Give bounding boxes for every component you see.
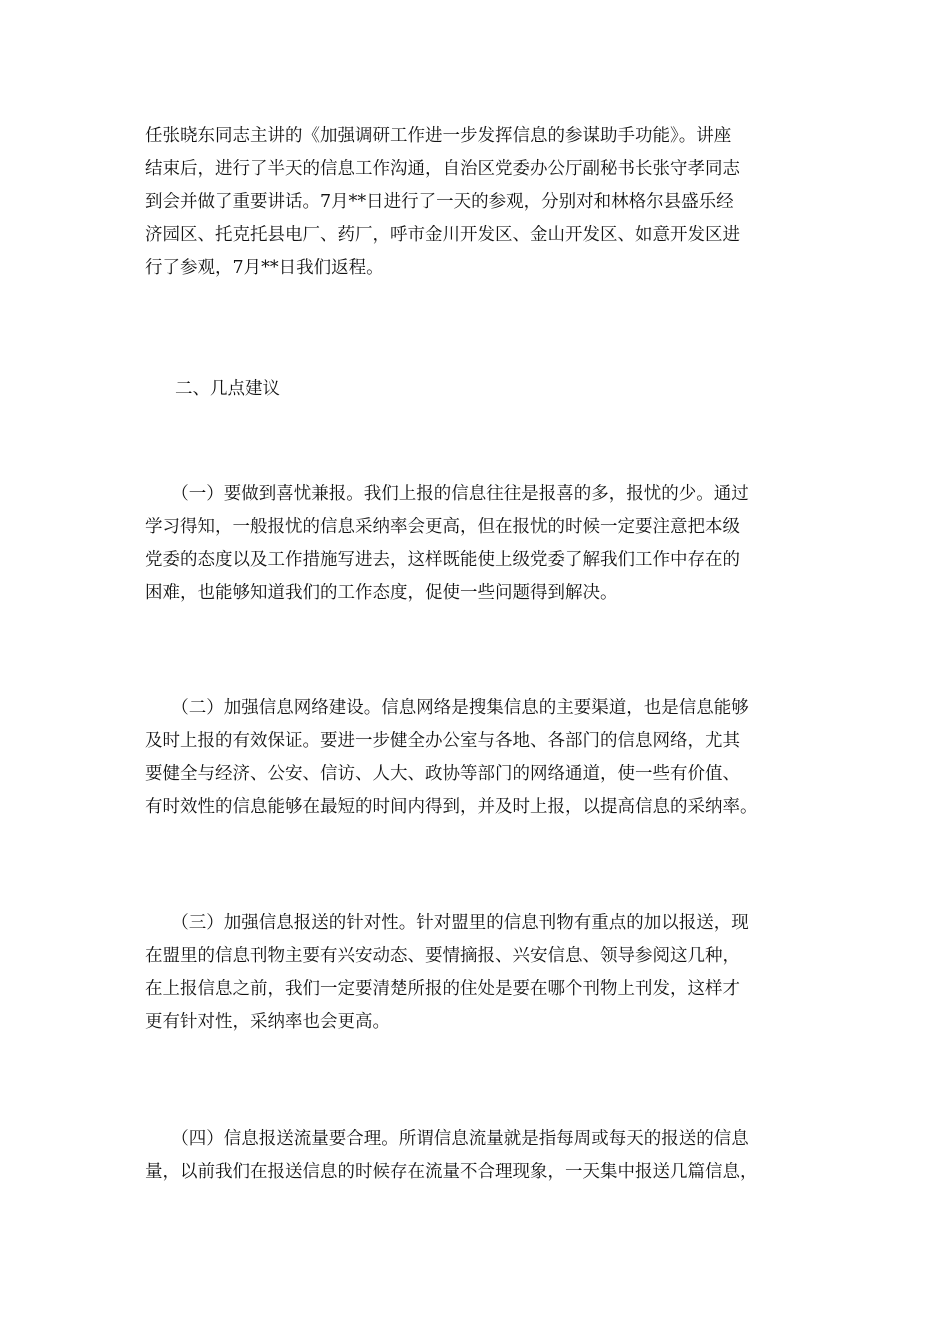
text-line: 结束后，进行了半天的信息工作沟通，自治区党委办公厅副秘书长张守孝同志 xyxy=(145,159,740,179)
text-line: 任张晓东同志主讲的《加强调研工作进一步发挥信息的参谋助手功能》。讲座 xyxy=(145,126,732,146)
text-line: 量，以前我们在报送信息的时候存在流量不合理现象，一天集中报送几篇信息， xyxy=(145,1162,758,1182)
text-line: （二）加强信息网络建设。信息网络是搜集信息的主要渠道，也是信息能够 xyxy=(145,698,749,718)
intro-paragraph xyxy=(145,120,817,285)
text-line: （一）要做到喜忧兼报。我们上报的信息往往是报喜的多，报忧的少。通过 xyxy=(145,484,749,504)
paragraph-4 xyxy=(145,1123,817,1189)
text-line: （四）信息报送流量要合理。所谓信息流量就是指每周或每天的报送的信息 xyxy=(145,1129,749,1149)
text-line: 在上报信息之前，我们一定要清楚所报的住处是要在哪个刊物上刊发，这样才 xyxy=(145,979,740,999)
paragraph-1 xyxy=(145,478,817,610)
text-line: 要健全与经济、公安、信访、人大、政协等部门的网络通道，使一些有价值、 xyxy=(145,764,740,784)
text-line: 困难，也能够知道我们的工作态度，促使一些问题得到解决。 xyxy=(145,583,618,603)
text-line: 学习得知，一般报忧的信息采纳率会更高，但在报忧的时候一定要注意把本级 xyxy=(145,517,740,537)
text-line: 更有针对性，采纳率也会更高。 xyxy=(145,1012,390,1032)
text-line: 在盟里的信息刊物主要有兴安动态、要情摘报、兴安信息、领导参阅这几种， xyxy=(145,946,740,966)
text-line: 到会并做了重要讲话。7月**日进行了一天的参观，分别对和林格尔县盛乐经 xyxy=(145,192,734,212)
text-line: （三）加强信息报送的针对性。针对盟里的信息刊物有重点的加以报送，现 xyxy=(145,913,749,933)
text-line: 济园区、托克托县电厂、药厂，呼市金川开发区、金山开发区、如意开发区进 xyxy=(145,225,740,245)
text-line: 党委的态度以及工作措施写进去，这样既能使上级党委了解我们工作中存在的 xyxy=(145,550,740,570)
text-line: 及时上报的有效保证。要进一步健全办公室与各地、各部门的信息网络，尤其 xyxy=(145,731,740,751)
text-line: 行了参观，7月**日我们返程。 xyxy=(145,258,384,278)
paragraph-2 xyxy=(145,692,817,824)
section-heading: 二、几点建议 xyxy=(175,379,280,399)
paragraph-3 xyxy=(145,907,817,1039)
text-line: 有时效性的信息能够在最短的时间内得到，并及时上报，以提高信息的采纳率。 xyxy=(145,797,758,817)
